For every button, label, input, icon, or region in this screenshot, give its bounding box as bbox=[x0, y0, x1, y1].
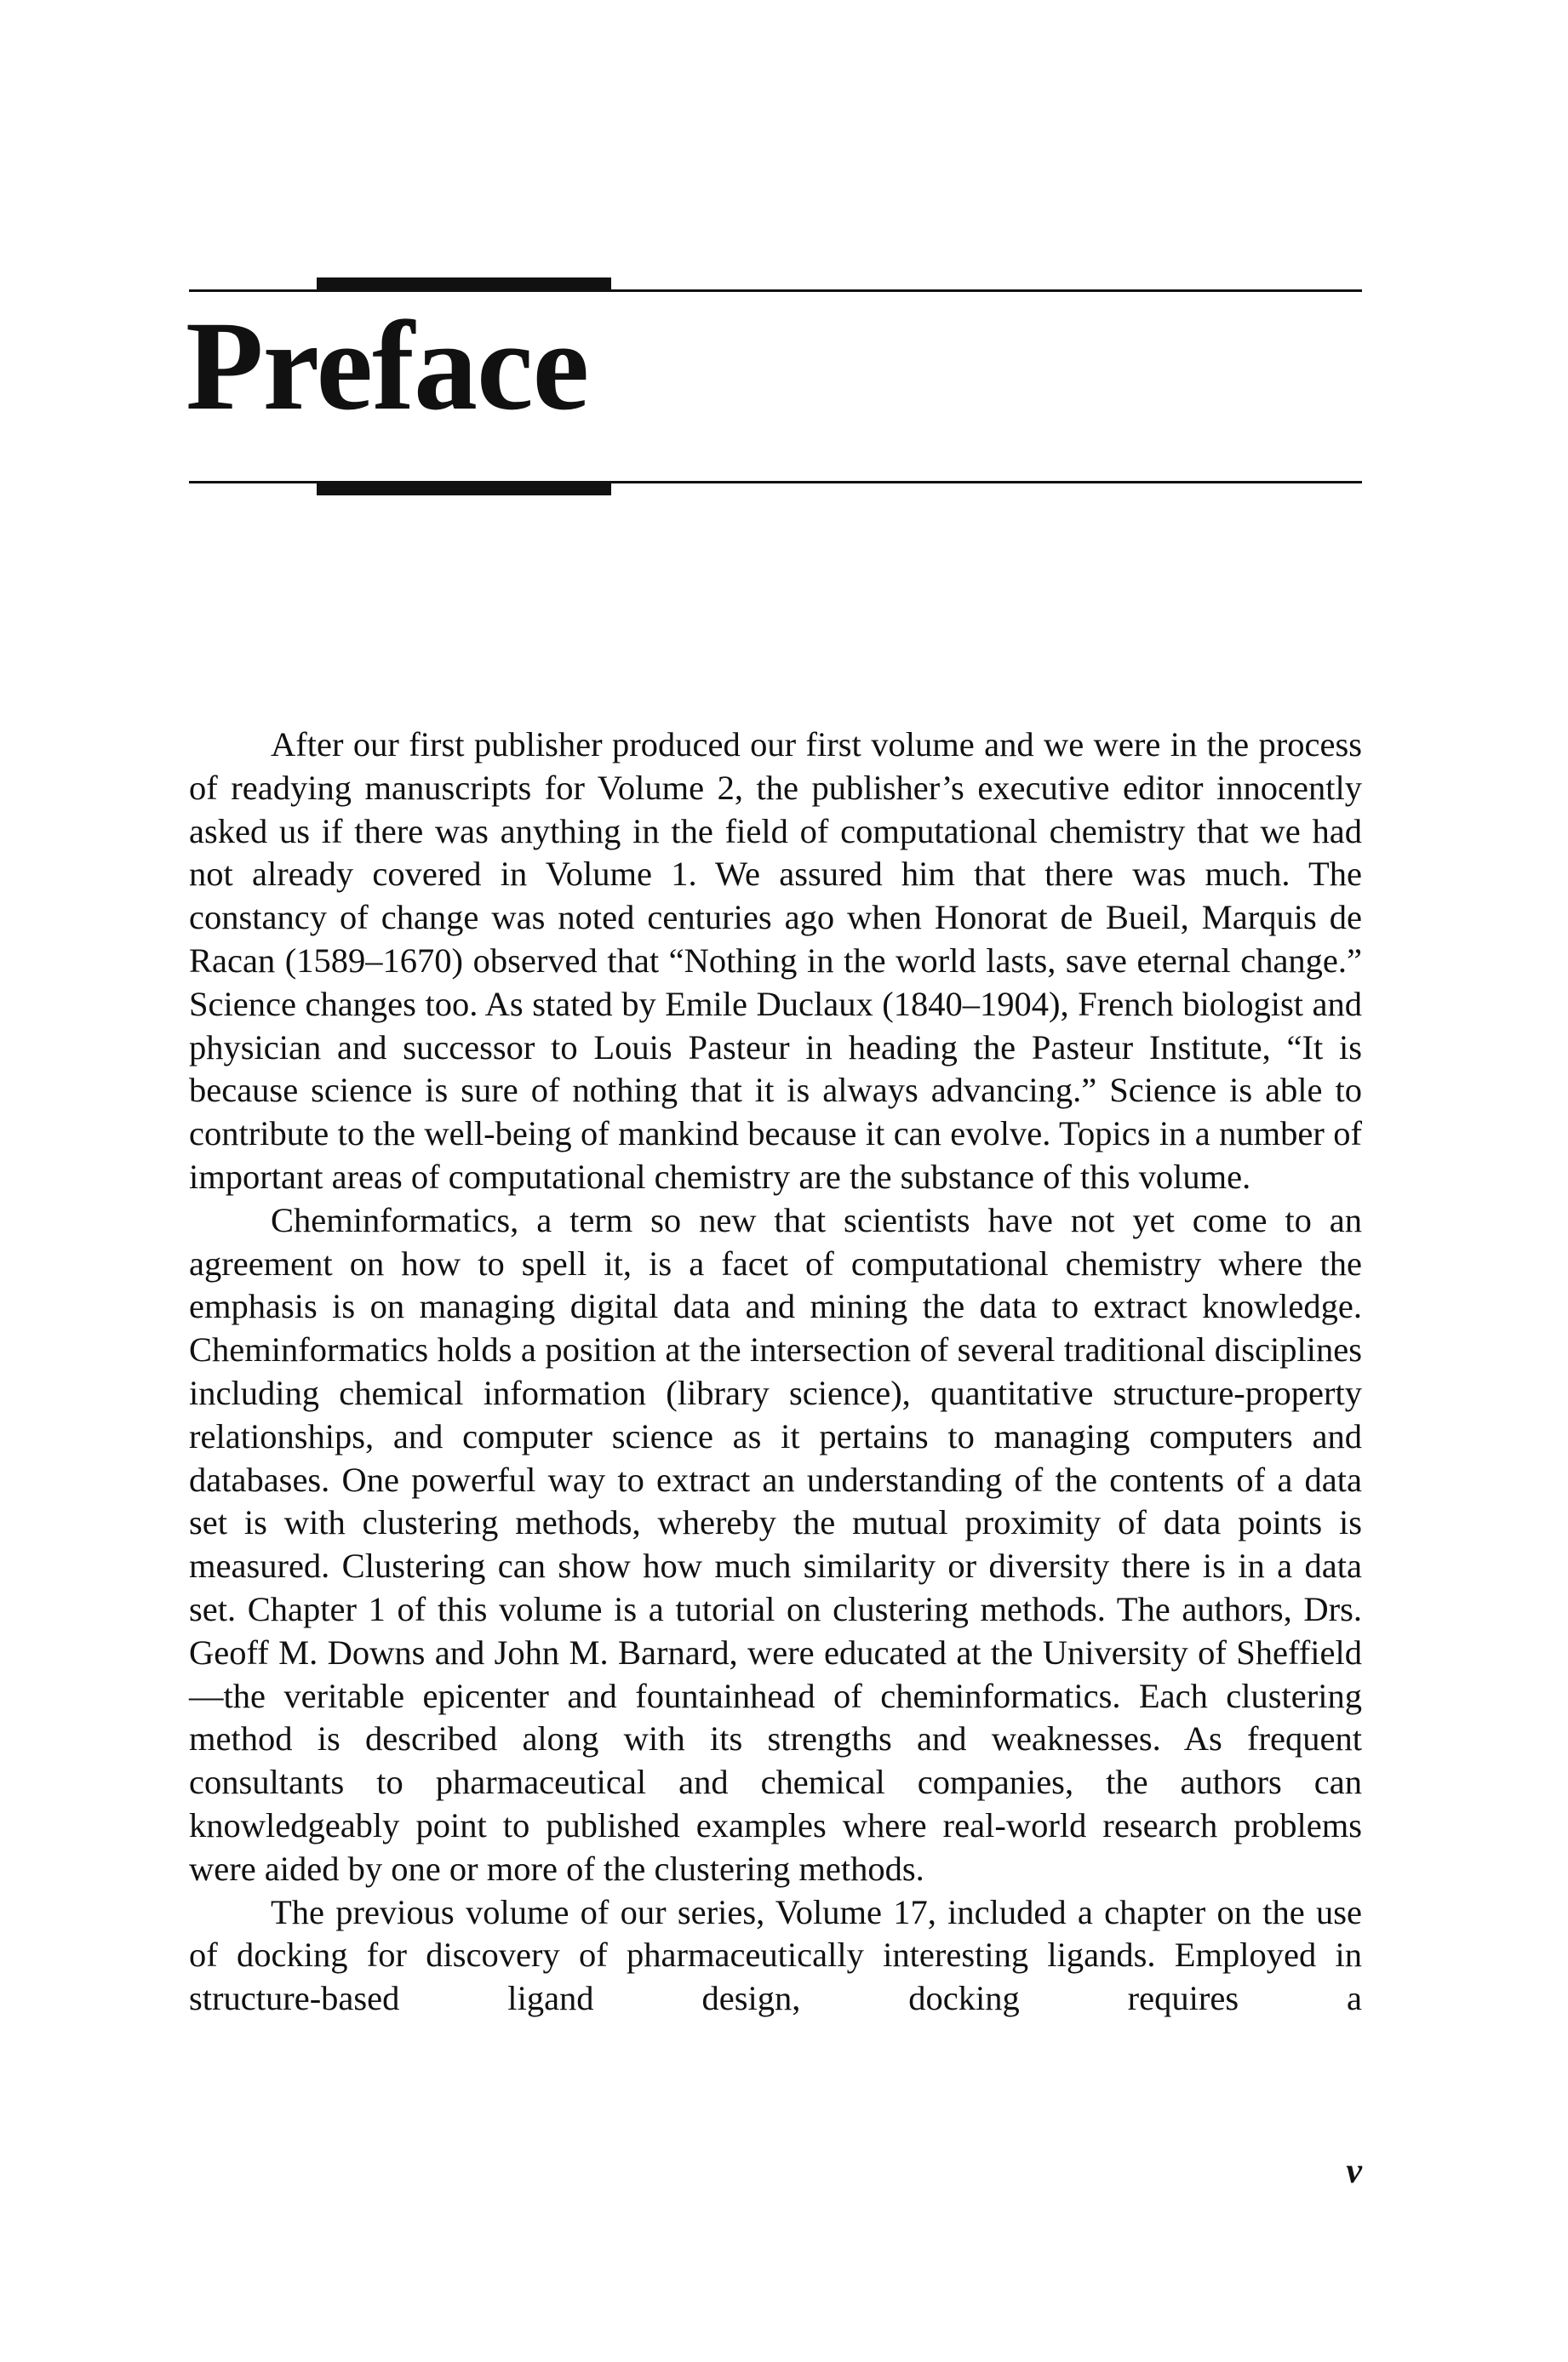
paragraph-2: Cheminformatics, a term so new that scientists have not yet come to an agreement on how to spell it, is a facet of computational chemistry where the emphasis is on managing digital data and mining the data to extract knowledge. Cheminformatics holds a position at the intersection of several traditional disciplines including chemical information (library science), quantitative structure-property relationships, and computer science as it pertains to managing computers and databases. One powerful way to extract an understanding of the contents of a data set is with clustering methods, whereby the mutual proximity of data points is measured. Clustering can show how much similarity or diversity there is in a data set. Chapter 1 of this volume is a tutorial on clustering methods. The authors, Drs. Geoff M. Downs and John M. Barnard, were educated at the University of Sheffield—the veritable epicenter and fountainhead of cheminformatics. Each clustering method is described along with its strengths and weaknesses. As frequent consultants to pharmaceutical and chemical companies, the authors can knowledgeably point to published examples where real-world research problems were aided by one or more of the clustering methods. bbox=[189, 1200, 1362, 1888]
chapter-title: Preface bbox=[186, 295, 589, 437]
paragraph-3: The previous volume of our series, Volume 17, included a chapter on the use of docking for discovery of pharmaceutically interesting ligands. Employed in structure-based ligand design, docking requires a bbox=[189, 1892, 1362, 2018]
page-number: v bbox=[1346, 2152, 1362, 2191]
title-bottom-bar bbox=[317, 482, 611, 495]
title-top-bar bbox=[317, 277, 611, 291]
body-text bbox=[189, 723, 1362, 2021]
paragraph-1: After our first publisher produced our first volume and we were in the process of readying manuscripts for Volume 2, the publisher’s executive editor innocently asked us if there was anything in the field of computational chemistry that we had not already covered in Volume 1. We assured him that there was much. The constancy of change was noted centuries ago when Honorat de Bueil, Marquis de Racan (1589–1670) observed that “Nothing in the world lasts, save eternal change.” Science changes too. As stated by Emile Duclaux (1840–1904), French biologist and physician and successor to Louis Pasteur in heading the Pasteur Institute, “It is because science is sure of nothing that it is always advancing.” Science is able to contribute to the well-being of mankind because it can evolve. Topics in a number of important areas of computational chemistry are the substance of this volume. bbox=[189, 725, 1362, 1196]
